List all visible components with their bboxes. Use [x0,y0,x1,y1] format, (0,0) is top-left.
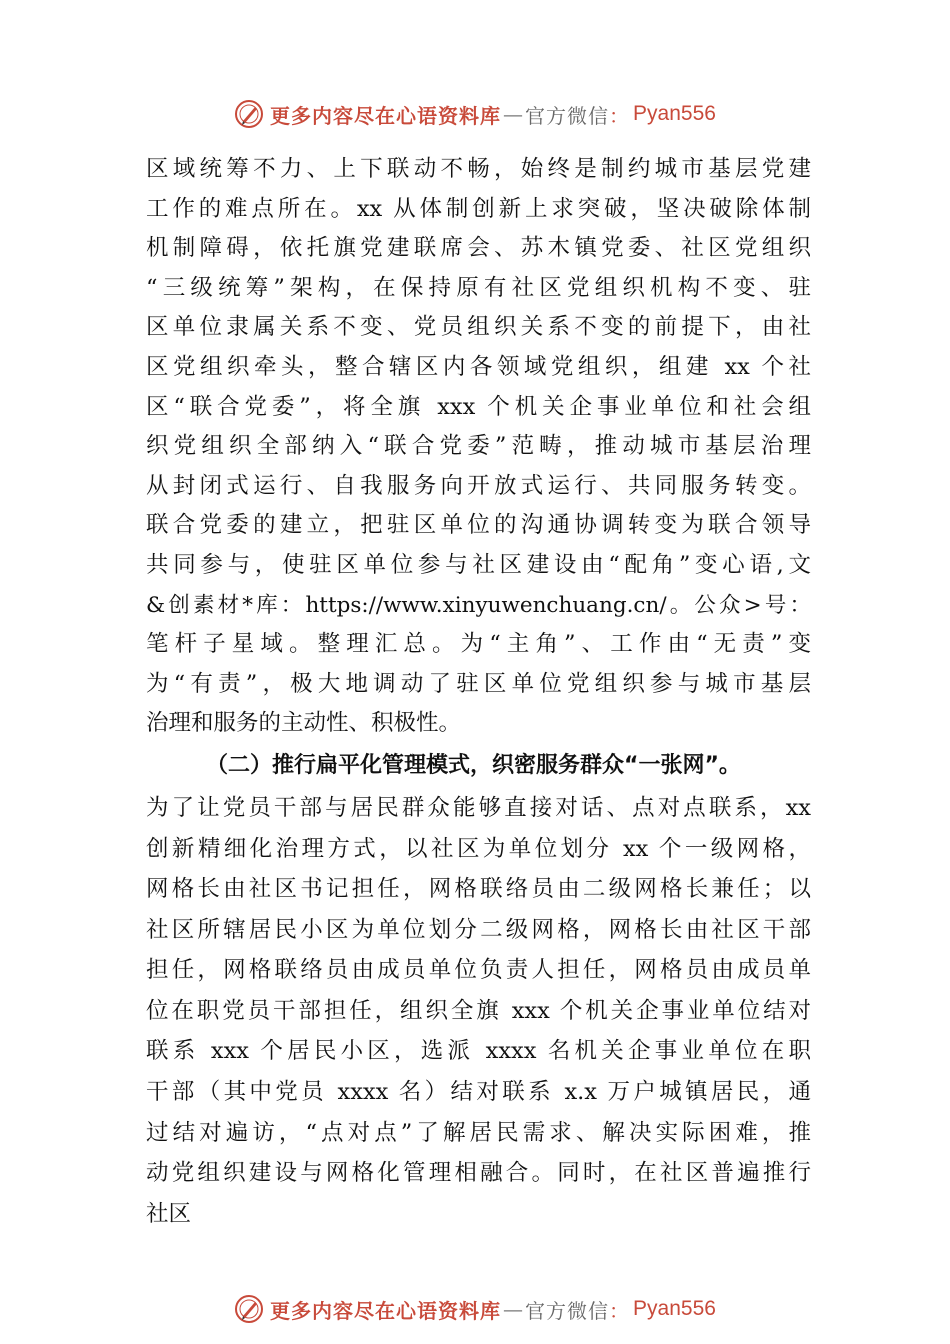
text-line: 区“联合党委”，将全旗 xxx 个机关企事业单位和社会组 [146,393,811,420]
watermark-account: Pyan556 [633,102,716,125]
text-line: 社区 [146,1200,192,1227]
text-line: 笔杆子星域。整理汇总。为“主角”、工作由“无责”变 [146,631,811,658]
text-line: 创新精细化治理方式，以社区为单位划分 xx 个一级网格， [146,835,811,862]
text-line: 区党组织牵头，整合辖区内各领域党组织，组建 xx 个社 [146,353,811,380]
paragraph-2 [146,788,811,1235]
text-line: 联合党委的建立，把驻区单位的沟通协调转变为联合领导 [146,512,811,539]
watermark-account: Pyan556 [633,1297,716,1320]
text-line: 网格长由社区书记担任，网格联络员由二级网格长兼任；以 [146,876,811,903]
section-heading: （二）推行扁平化管理模式，织密服务群众“一张网”。 [206,752,741,778]
text-line: 从封闭式运行、自我服务向开放式运行、共同服务转变。 [146,472,811,499]
footer-watermark [0,1289,950,1329]
text-line: 区域统筹不力、上下联动不畅，始终是制约城市基层党建 [146,156,811,182]
watermark-text: 更多内容尽在心语资料库 [270,1298,502,1323]
text-line: 联系 xxx 个居民小区，选派 xxxx 名机关企事业单位在职 [146,1038,811,1065]
text-line: 动党组织建设与网格化管理相融合。同时，在社区普遍推行 [146,1160,811,1187]
text-line: 共同参与，使驻区单位参与社区建设由“配角”变心语,文 [146,551,811,578]
text-line: 位在职党员干部担任，组织全旗 xxx 个机关企事业单位结对 [146,997,811,1024]
watermark-separator: — [503,1297,524,1321]
watermark-colon: ： [609,1298,630,1323]
watermark-label: 官方微信 [525,1298,610,1323]
watermark-colon: ： [609,103,630,128]
watermark-separator: — [503,102,524,126]
writing-logo-icon [234,99,264,129]
text-line-with-url: &创素材*库：https://www.xinyuwenchuang.cn/。公众>号： [146,592,811,618]
watermark-text: 更多内容尽在心语资料库 [270,103,502,128]
text-line: 干部（其中党员 xxxx 名）结对联系 x.x 万户城镇居民，通 [146,1079,811,1106]
text-line: 区单位隶属关系不变、党员组织关系不变的前提下，由社 [146,314,811,341]
text-line: 过结对遍访，“点对点”了解居民需求、解决实际困难，推 [146,1119,811,1146]
text-line: 治理和服务的主动性、积极性。 [146,710,462,737]
text-line: 担任，网格联络员由成员单位负责人担任，网格员由成员单 [146,957,811,984]
document-body [146,150,811,1234]
text-line: 工作的难点所在。xx 从体制创新上求突破，坚决破除体制 [146,195,811,222]
text-line: “三级统筹”架构，在保持原有社区党组织机构不变、驻 [146,274,811,301]
paragraph-1 [146,150,811,744]
writing-logo-icon [234,1294,264,1324]
text-line: 机制障碍，依托旗党建联席会、苏木镇党委、社区党组织 [146,235,811,262]
text-line: 社区所辖居民小区为单位划分二级网格，网格长由社区干部 [146,916,811,943]
text-line: 为“有责”，极大地调动了驻区单位党组织参与城市基层 [146,670,811,697]
text-line: 为了让党员干部与居民群众能够直接对话、点对点联系，xx [146,794,811,821]
watermark-label: 官方微信 [525,103,610,128]
text-line: 织党组织全部纳入“联合党委”范畴，推动城市基层治理 [146,433,811,460]
header-watermark [0,94,950,134]
